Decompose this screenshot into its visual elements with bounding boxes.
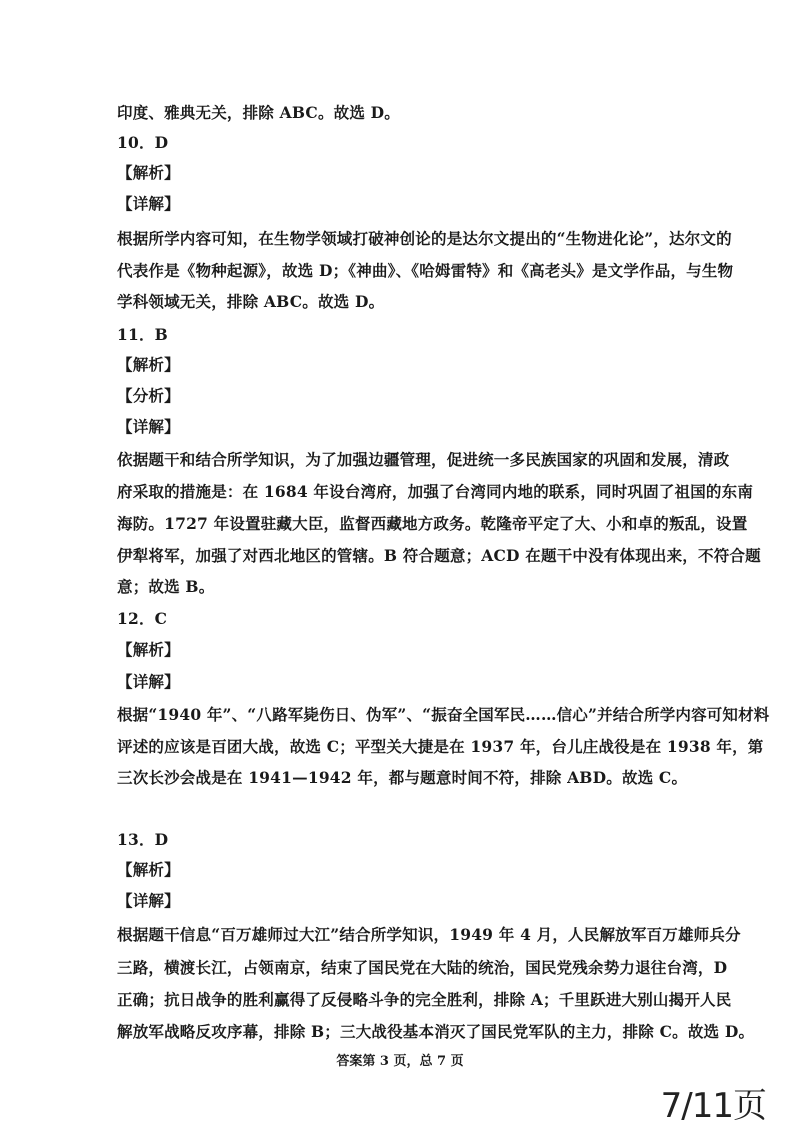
text-line: 正确；抗日战争的胜利赢得了反侵略斗争的完全胜利，排除 A；千里跃进大别山揭开人民 <box>117 990 732 1009</box>
text-line: 根据“1940 年”、“八路军毙伤日、伪军”、“振奋全国军民……信心”并结合所学内容可知材料 <box>117 705 770 724</box>
section-fenxi: 【分析】 <box>117 386 180 405</box>
answer-10: 10．D <box>117 133 169 152</box>
text-line: 依据题干和结合所学知识，为了加强边疆管理，促进统一多民族国家的巩固和发展，清政 <box>117 450 730 469</box>
section-xiangjie: 【详解】 <box>117 194 180 213</box>
page-footer: 答案第 3 页，总 7 页 <box>336 1054 464 1069</box>
text-line: 代表作是《物种起源》，故选 D；《神曲》、《哈姆雷特》和《高老头》是文学作品，与生物 <box>117 261 734 280</box>
text-line: 印度、雅典无关，排除 ABC。故选 D。 <box>117 103 400 122</box>
section-xiangjie: 【详解】 <box>117 891 180 910</box>
text-line: 解放军战略反攻序幕，排除 B；三大战役基本消灭了国民党军队的主力，排除 C。故选 D。 <box>117 1022 755 1041</box>
text-line: 学科领域无关，排除 ABC。故选 D。 <box>117 292 385 311</box>
text-line: 海防。1727 年设置驻藏大臣，监督西藏地方政务。乾隆帝平定了大、小和卓的叛乱，设置 <box>117 514 748 533</box>
text-line: 伊犁将军，加强了对西北地区的管辖。B 符合题意；ACD 在题干中没有体现出来，不符合题 <box>117 546 761 565</box>
text-line: 三次长沙会战是在 1941—1942 年，都与题意时间不符，排除 ABD。故选 C。 <box>117 768 688 787</box>
answer-11: 11．B <box>117 325 168 344</box>
section-xiangjie: 【详解】 <box>117 417 180 436</box>
section-jiexi: 【解析】 <box>117 355 180 374</box>
text-line: 根据题干信息“百万雄师过大江”结合所学知识，1949 年 4 月，人民解放军百万雄师兵分 <box>117 925 741 944</box>
section-jiexi: 【解析】 <box>117 163 180 182</box>
text-line: 根据所学内容可知，在生物学领域打破神创论的是达尔文提出的“生物进化论”，达尔文的 <box>117 229 732 248</box>
text-line: 府采取的措施是：在 1684 年设台湾府，加强了台湾同内地的联系，同时巩固了祖国的东南 <box>117 482 754 501</box>
answer-12: 12．C <box>117 609 168 628</box>
section-jiexi: 【解析】 <box>117 860 180 879</box>
text-line: 三路，横渡长江，占领南京，结束了国民党在大陆的统治，国民党残余势力退往台湾，D <box>117 958 728 977</box>
section-xiangjie: 【详解】 <box>117 672 180 691</box>
section-jiexi: 【解析】 <box>117 640 180 659</box>
page-counter: 7/11页 <box>660 1086 766 1126</box>
text-line: 评述的应该是百团大战，故选 C；平型关大捷是在 1937 年，台儿庄战役是在 1938 年，第 <box>117 737 764 756</box>
text-line: 意；故选 B。 <box>117 577 215 596</box>
answer-13: 13．D <box>117 830 169 849</box>
